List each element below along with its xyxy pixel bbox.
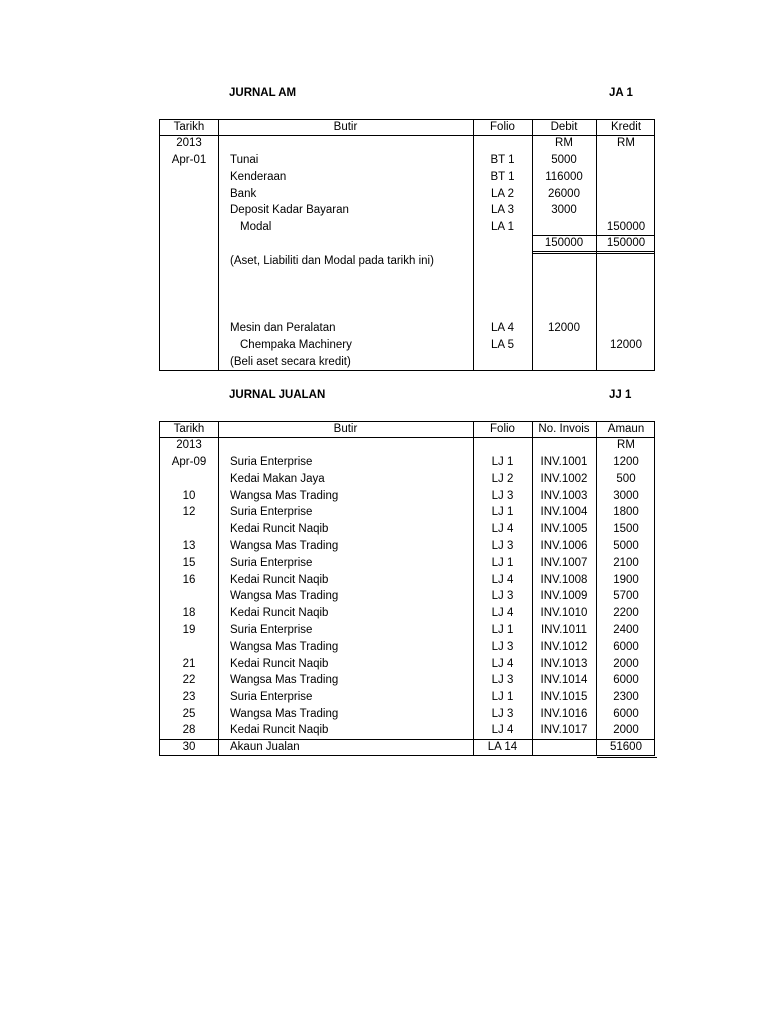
note-beli-aset: (Beli aset secara kredit) — [230, 356, 351, 368]
row-amaun: 6000 — [613, 641, 639, 653]
row-folio: LJ 3 — [491, 674, 514, 686]
row-tarikh — [160, 639, 218, 656]
row-amaun: 500 — [616, 473, 636, 485]
row-invois: INV.1006 — [540, 540, 588, 552]
row-tarikh — [160, 588, 218, 605]
total-amaun: 51600 — [610, 741, 642, 753]
header-no-invois: No. Invois — [538, 423, 590, 435]
row-invois: INV.1001 — [540, 456, 588, 468]
row-butir: Wangsa Mas Trading — [230, 490, 339, 502]
row-invois: INV.1014 — [540, 674, 588, 686]
header-amaun: Amaun — [607, 423, 645, 435]
header-kredit: Kredit — [610, 121, 642, 133]
row-kredit: 150000 — [606, 221, 646, 233]
row-folio: LJ 1 — [491, 456, 514, 468]
row-butir: Modal — [240, 221, 272, 233]
row-butir: Suria Enterprise — [230, 557, 313, 569]
total-butir: Akaun Jualan — [230, 741, 300, 753]
row-butir: Wangsa Mas Trading — [230, 708, 339, 720]
year: 2013 — [176, 137, 202, 149]
currency-kredit: RM — [617, 137, 635, 149]
row-butir: Wangsa Mas Trading — [230, 540, 339, 552]
row-tarikh — [160, 521, 218, 538]
header-folio: Folio — [490, 423, 515, 435]
row-invois: INV.1002 — [540, 473, 588, 485]
row-butir: Suria Enterprise — [230, 456, 313, 468]
row-tarikh: Apr-09 — [171, 456, 207, 468]
row-tarikh: 28 — [182, 724, 196, 736]
row-invois: INV.1009 — [540, 590, 588, 602]
header-butir: Butir — [333, 423, 358, 435]
jurnal-jualan-title: JURNAL JUALAN — [229, 389, 326, 401]
row-folio: LJ 3 — [491, 540, 514, 552]
row-invois: INV.1012 — [540, 641, 588, 653]
row-debit: 26000 — [548, 188, 580, 200]
row-tarikh: 22 — [182, 674, 196, 686]
header-butir: Butir — [333, 121, 358, 133]
row-debit: 3000 — [551, 204, 577, 216]
row-butir: Suria Enterprise — [230, 506, 313, 518]
row-kredit: 12000 — [610, 339, 642, 351]
row-folio: LJ 4 — [491, 724, 514, 736]
row-amaun: 2400 — [613, 624, 639, 636]
row-folio: LJ 1 — [491, 506, 514, 518]
row-invois: INV.1008 — [540, 574, 588, 586]
row-butir: Wangsa Mas Trading — [230, 590, 339, 602]
row-folio: LJ 1 — [491, 624, 514, 636]
row-butir: Suria Enterprise — [230, 691, 313, 703]
row-debit: 12000 — [548, 322, 580, 334]
row-invois: INV.1015 — [540, 691, 588, 703]
row-debit: 116000 — [545, 171, 583, 183]
row-butir: Deposit Kadar Bayaran — [230, 204, 349, 216]
row-butir: Wangsa Mas Trading — [230, 641, 339, 653]
header-folio: Folio — [490, 121, 515, 133]
row-amaun: 5000 — [613, 540, 639, 552]
note-aset: (Aset, Liabiliti dan Modal pada tarikh ini) — [230, 255, 434, 267]
year: 2013 — [176, 439, 202, 451]
row-folio: LJ 1 — [491, 691, 514, 703]
header-tarikh: Tarikh — [173, 423, 205, 435]
row-butir: Wangsa Mas Trading — [230, 674, 339, 686]
row-amaun: 2000 — [613, 724, 639, 736]
row-tarikh: 10 — [182, 490, 196, 502]
row-amaun: 5700 — [613, 590, 639, 602]
row-tarikh: 18 — [182, 607, 196, 619]
currency: RM — [617, 439, 635, 451]
row-butir: Kedai Runcit Naqib — [230, 574, 329, 586]
row-invois: INV.1004 — [540, 506, 588, 518]
total-folio: LA 14 — [487, 741, 518, 753]
jurnal-am-title: JURNAL AM — [229, 87, 297, 99]
row-folio: LJ 4 — [491, 523, 514, 535]
row-butir: Kenderaan — [230, 171, 287, 183]
row-butir: Kedai Runcit Naqib — [230, 658, 329, 670]
row-butir: Chempaka Machinery — [240, 339, 352, 351]
row-butir: Bank — [230, 188, 257, 200]
row-butir: Kedai Makan Jaya — [230, 473, 325, 485]
row-debit: 5000 — [551, 154, 577, 166]
row-folio: LA 2 — [490, 188, 515, 200]
row-butir: Kedai Runcit Naqib — [230, 523, 329, 535]
row-folio: LJ 2 — [491, 473, 514, 485]
row-invois: INV.1017 — [540, 724, 588, 736]
row-amaun: 2200 — [613, 607, 639, 619]
currency-debit: RM — [555, 137, 573, 149]
row-tarikh: 12 — [182, 506, 196, 518]
row-folio: BT 1 — [490, 154, 515, 166]
row-invois: INV.1013 — [540, 658, 588, 670]
row-folio: LJ 3 — [491, 590, 514, 602]
row-folio: LJ 4 — [491, 607, 514, 619]
row-tarikh: 19 — [182, 624, 196, 636]
header-debit: Debit — [550, 121, 578, 133]
row-amaun: 6000 — [613, 708, 639, 720]
jurnal-am-code: JA 1 — [609, 87, 633, 99]
row-folio: LJ 3 — [491, 490, 514, 502]
jurnal-am-table — [159, 119, 655, 371]
row-folio: LA 4 — [490, 322, 515, 334]
row-invois: INV.1007 — [540, 557, 588, 569]
row-invois: INV.1003 — [540, 490, 588, 502]
row-butir: Kedai Runcit Naqib — [230, 724, 329, 736]
row-tarikh: 13 — [182, 540, 196, 552]
row-invois: INV.1011 — [540, 624, 588, 636]
row-tarikh: 25 — [182, 708, 196, 720]
total-tarikh: 30 — [182, 741, 196, 753]
row-folio: LJ 3 — [491, 641, 514, 653]
jurnal-jualan-table — [159, 421, 655, 756]
row-folio: BT 1 — [490, 171, 515, 183]
row-amaun: 2000 — [613, 658, 639, 670]
row-amaun: 6000 — [613, 674, 639, 686]
row-tarikh: 23 — [182, 691, 196, 703]
row-amaun: 2300 — [613, 691, 639, 703]
row-folio: LA 5 — [490, 339, 515, 351]
row-tarikh: Apr-01 — [171, 154, 207, 166]
row-folio: LA 3 — [490, 204, 515, 216]
row-folio: LJ 1 — [491, 557, 514, 569]
row-amaun: 3000 — [613, 490, 639, 502]
row-amaun: 1900 — [613, 574, 639, 586]
row-amaun: 1500 — [613, 523, 639, 535]
row-amaun: 1200 — [613, 456, 639, 468]
row-folio: LJ 4 — [491, 574, 514, 586]
row-amaun: 1800 — [613, 506, 639, 518]
row-amaun: 2100 — [613, 557, 639, 569]
row-butir: Mesin dan Peralatan — [230, 322, 336, 334]
row-folio: LJ 4 — [491, 658, 514, 670]
total-debit: 150000 — [544, 237, 584, 249]
header-tarikh: Tarikh — [173, 121, 205, 133]
row-tarikh: 21 — [182, 658, 196, 670]
row-tarikh: 15 — [182, 557, 196, 569]
row-invois: INV.1005 — [540, 523, 588, 535]
row-folio: LA 1 — [490, 221, 515, 233]
row-invois: INV.1010 — [540, 607, 588, 619]
row-tarikh — [160, 471, 218, 488]
row-butir: Kedai Runcit Naqib — [230, 607, 329, 619]
row-folio: LJ 3 — [491, 708, 514, 720]
row-invois: INV.1016 — [540, 708, 588, 720]
row-tarikh: 16 — [182, 574, 196, 586]
jurnal-jualan-code: JJ 1 — [609, 389, 632, 401]
total-kredit: 150000 — [606, 237, 646, 249]
row-butir: Suria Enterprise — [230, 624, 313, 636]
row-butir: Tunai — [230, 154, 259, 166]
